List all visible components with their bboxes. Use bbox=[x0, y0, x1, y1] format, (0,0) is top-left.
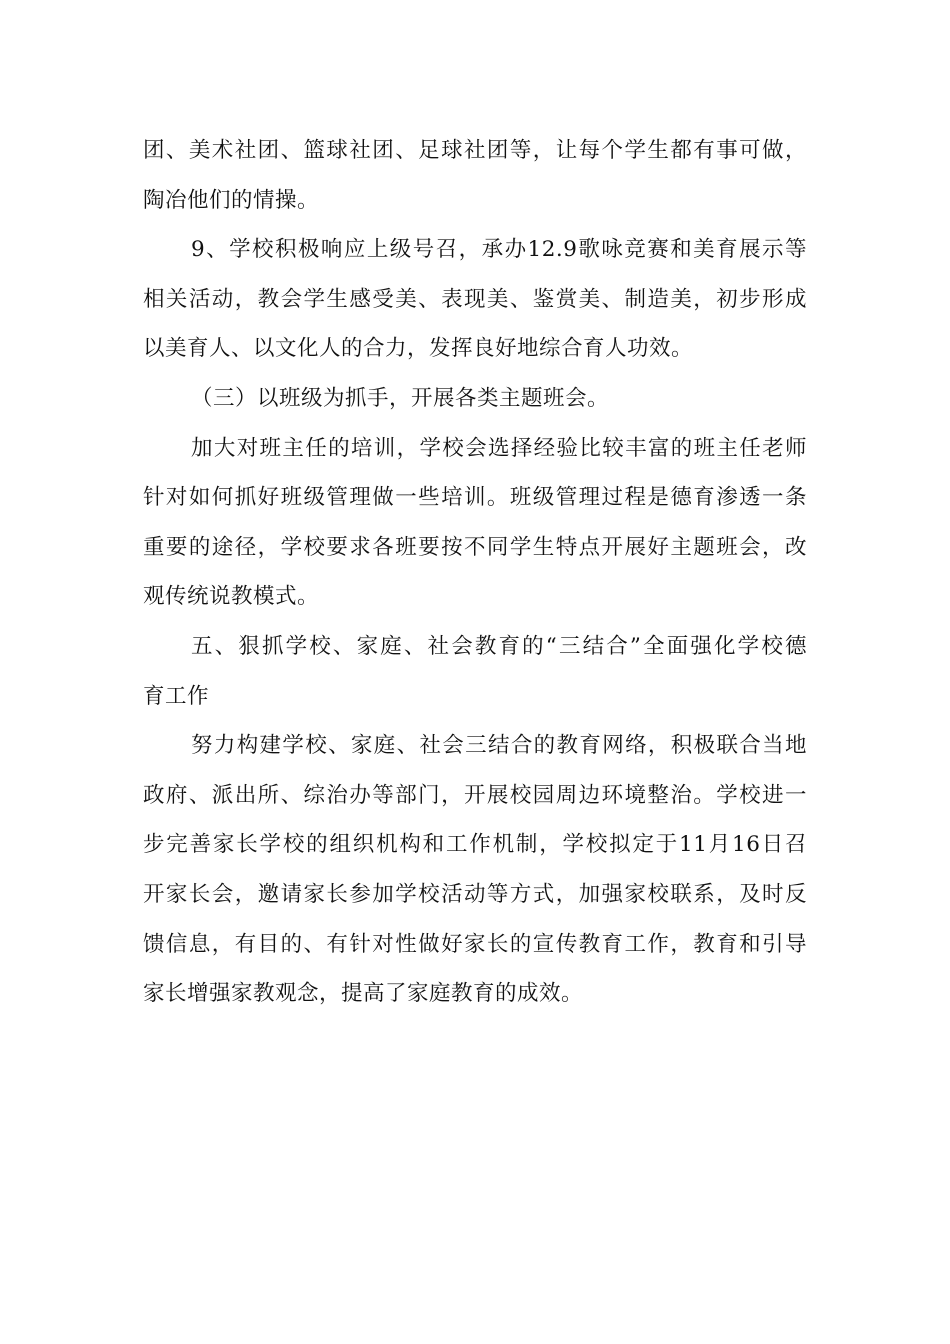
text-line: 相关活动，教会学生感受美、表现美、鉴赏美、制造美，初步形成 bbox=[143, 286, 807, 312]
text-line: 加大对班主任的培训，学校会选择经验比较丰富的班主任老师 bbox=[191, 435, 807, 461]
section-heading: （三）以班级为抓手，开展各类主题班会。 bbox=[191, 385, 610, 411]
section-heading: 育工作 bbox=[143, 683, 210, 709]
text-line: 步完善家长学校的组织机构和工作机制，学校拟定于11月16日召 bbox=[143, 832, 807, 858]
body-text bbox=[143, 126, 807, 1019]
text-line: 家长增强家教观念，提高了家庭教育的成效。 bbox=[143, 981, 584, 1007]
text-line: 以美育人、以文化人的合力，发挥良好地综合育人功效。 bbox=[143, 336, 694, 362]
text-line: 团、美术社团、篮球社团、足球社团等，让每个学生都有事可做， bbox=[143, 138, 807, 163]
text-line: 9、学校积极响应上级号召，承办12.9歌咏竞赛和美育展示等 bbox=[191, 237, 807, 263]
section-heading: 五、狠抓学校、家庭、社会教育的“三结合”全面强化学校德 bbox=[191, 633, 807, 659]
text-line: 针对如何抓好班级管理做一些培训。班级管理过程是德育渗透一条 bbox=[143, 485, 807, 511]
text-line: 馈信息，有目的、有针对性做好家长的宣传教育工作，教育和引导 bbox=[143, 931, 807, 957]
text-line: 开家长会，邀请家长参加学校活动等方式，加强家校联系，及时反 bbox=[143, 881, 807, 907]
text-line: 重要的途径，学校要求各班要按不同学生特点开展好主题班会，改 bbox=[143, 534, 807, 560]
text-line: 政府、派出所、综治办等部门，开展校园周边环境整治。学校进一 bbox=[143, 782, 807, 808]
text-line: 观传统说教模式。 bbox=[143, 584, 320, 610]
text-line: 努力构建学校、家庭、社会三结合的教育网络，积极联合当地 bbox=[191, 733, 807, 759]
text-line: 陶冶他们的情操。 bbox=[143, 187, 320, 213]
